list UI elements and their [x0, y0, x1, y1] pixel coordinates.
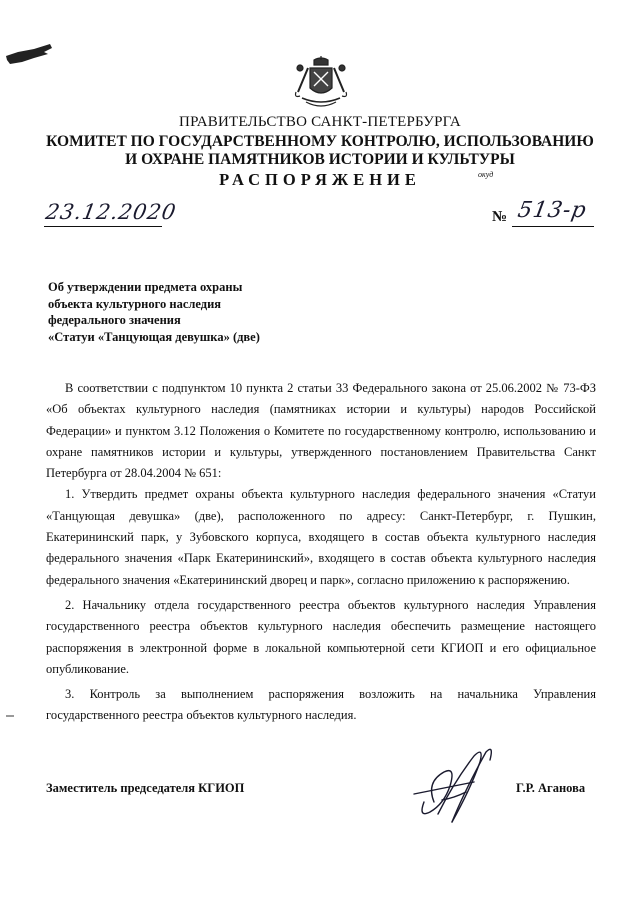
item-1-paragraph: 1. Утвердить предмет охраны объекта культурного наследия федерального значения «Статуи «Танцующая девушка» (две), расположенного по адресу: Санкт-Петербург, г. Пушкин, Екатерининский парк, у Зубовского корпуса, входящего в состав объекта культурного наследия федерального значения «Парк Екатерининский», входящего в состав объекта культурного наследия федерального значения «Екатерининский дворец и парк», согласно приложению к распоряжению. — [46, 487, 596, 587]
document-title-row — [0, 170, 640, 190]
corner-mark — [4, 40, 54, 66]
committee-heading — [0, 133, 640, 169]
government-heading: ПРАВИТЕЛЬСТВО САНКТ-ПЕТЕРБУРГА — [179, 114, 461, 130]
signature-image — [404, 742, 504, 834]
subject-line-3: федерального значения — [48, 313, 181, 327]
item-2-paragraph: 2. Начальнику отдела государственного реестра объектов культурного наследия Управления государственного реестра объектов культурного наследия обеспечить размещение настоящего распоряжения в электронной форме в локальной компьютерной сети КГИОП и его официальное опубликование. — [46, 597, 596, 676]
document-date: 23.12.2020 — [43, 200, 179, 224]
committee-line-1: КОМИТЕТ ПО ГОСУДАРСТВЕННОМУ КОНТРОЛЮ, ИСПОЛЬЗОВАНИЮ — [46, 133, 594, 150]
item-3-paragraph: 3. Контроль за выполнением распоряжения возложить на начальника Управления государственного реестра объектов культурного наследия. — [46, 687, 596, 723]
preamble-paragraph: В соответствии с подпунктом 10 пункта 2 статьи 33 Федерального закона от 25.06.2002 № 73-ФЗ «Об объектах культурного наследия (памятниках истории и культуры) народов Российской Федерации» и пунктом 3.12 Положения о Комитете по государственному контролю, использованию и охране памятников истории и культуры, утвержденного постановлением Правительства Санкт Петербурга от 28.04.2004 № 651: — [46, 381, 596, 481]
committee-line-2: И ОХРАНЕ ПАМЯТНИКОВ ИСТОРИИ И КУЛЬТУРЫ — [125, 151, 515, 168]
subject-line-4: «Статуи «Танцующая девушка» (две) — [48, 329, 260, 344]
signer-name: Г.Р. Аганова — [516, 781, 586, 795]
subject-block — [48, 279, 348, 345]
subject-line-1: Об утверждении предмета охраны — [48, 280, 243, 294]
document-number: 513-р — [515, 198, 589, 223]
subject-line-2: объекта культурного наследия — [48, 296, 222, 311]
margin-dash — [6, 714, 14, 718]
number-label: № — [492, 209, 508, 225]
document-body — [46, 378, 596, 731]
okud-mark: окуд — [478, 170, 494, 179]
coat-of-arms-icon — [292, 56, 350, 110]
document-type-title: РАСПОРЯЖЕНИЕ — [219, 170, 421, 189]
signer-title: Заместитель председателя КГИОП — [46, 781, 245, 795]
